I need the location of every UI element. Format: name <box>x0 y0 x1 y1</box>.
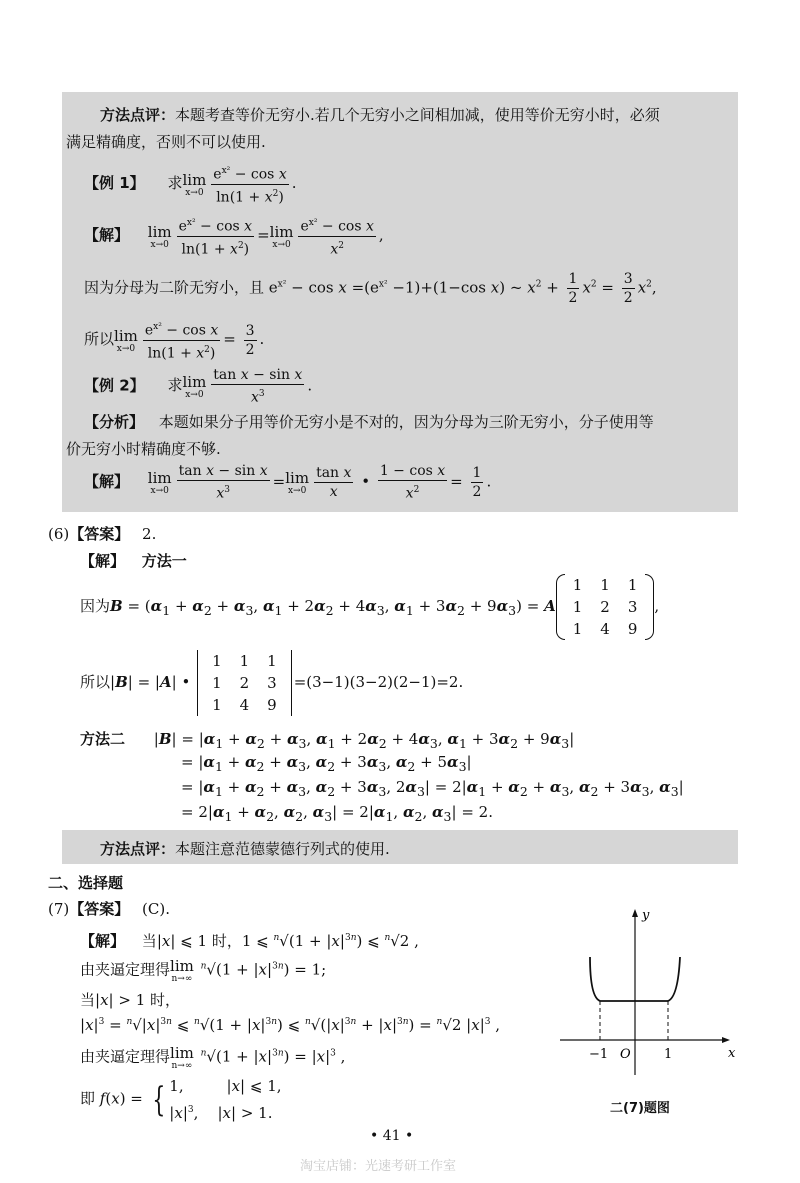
lim-operator: lim x→0 <box>285 468 310 496</box>
matrix <box>556 574 655 640</box>
so-line: 所以 lim x→0 $\frac{e^{x^2} - \cos x}{\ln(1 + x^2)}$ = $\frac{3}{2}$ . <box>84 318 264 362</box>
comment-line-1 <box>100 104 660 125</box>
matrix-cell: 1 <box>212 652 222 670</box>
so-text: 所以 <box>84 330 115 349</box>
fraction: $\frac{e^{x^2} - \cos x}{x^2}$ <box>298 214 375 258</box>
left-brace: { <box>151 1079 165 1120</box>
example-2-prefix: 求 <box>167 376 183 395</box>
q6-method2-line-4: = $2|\alpha_1 + \alpha_2$, $\alpha_2$, $\alpha_3| = 2|\alpha_1$, $\alpha_2$, $\alpha_3| = 2$. <box>181 803 493 824</box>
lim-operator: lim x→0 <box>182 170 207 198</box>
fraction: $\frac{e^{x^2} - \cos x}{\ln(1 + x^2)}$ <box>177 214 254 258</box>
fraction: $\frac{3}{2}$ <box>623 271 633 306</box>
q7-line-2: 由夹逼定理得 lim n→∞ $^n√(1 + |x|^{3n}) = 1$; <box>80 957 327 984</box>
fraction: $\frac{3}{2}$ <box>245 322 255 358</box>
analysis-label: 【分析】 <box>84 413 145 431</box>
matrix-cell: 1 <box>572 576 583 594</box>
y-label: y <box>642 908 650 923</box>
q6-method2-line-1: 方法二 $|B| = |\alpha_1 + \alpha_2 + \alpha_3$, $\alpha_1 + 2\alpha_2 + 4\alpha_3$, $\alpha_1 + 3\alpha_2 + 9\alpha_3|$ <box>80 730 575 751</box>
pos-one-label: 1 <box>664 1047 673 1062</box>
section-title: 二、选择题 <box>48 874 124 892</box>
when-text: 当 <box>141 932 157 950</box>
comment-text-2: 满足精确度，否则不可以使用. <box>66 133 266 151</box>
matrix-cell: 2 <box>239 674 250 692</box>
watermark: 淘宝店铺：光速考研工作室 <box>300 1159 457 1174</box>
analysis-text-2: 价无穷小时精确度不够. <box>66 440 221 458</box>
fraction: $\frac{\text{tan x − sin x}}{x^3}$ <box>213 367 303 406</box>
comment-text: 本题注意范德蒙德行列式的使用. <box>175 840 390 858</box>
matrix-row <box>564 618 647 640</box>
q7-line-3: 当|x| > 1 时， <box>80 991 181 1009</box>
matrix-cell: 9 <box>267 696 277 714</box>
when-mid: 时， <box>150 991 181 1009</box>
analysis-line-1 <box>84 411 654 432</box>
graph-caption: 二(7)题图 <box>610 1101 670 1116</box>
matrix-cell: 1 <box>572 598 583 616</box>
matrix-cell: 3 <box>627 598 638 616</box>
x-label: x <box>728 1046 736 1061</box>
matrix-cell: 9 <box>627 620 638 638</box>
solution-label: 【解】 <box>84 472 130 491</box>
example-1-solution: 【解】 lim x→0 $\frac{e^{x^2} - \cos x}{\ln(1 + x^2)}$ = lim x→0 $\frac{e^{x^2} - \cos x}{x^2}$ , <box>84 214 384 258</box>
matrix-cell: 1 <box>627 576 638 594</box>
q7-number: (7) <box>48 900 70 918</box>
q7-answer-line <box>48 898 170 919</box>
answer-value: (C). <box>142 900 170 918</box>
conclude-text: 即 <box>80 1089 96 1108</box>
y-axis-arrow <box>632 909 638 917</box>
q7-line-4: $|x|^3 = ^n√|x|^{3n}$ ⩽ $^n√(1 + |x|^{3n})$ ⩽ $^n√(|x|^{3n} + |x|^{3n}) = ^n√2$ $|x|^3$ , <box>80 1016 501 1034</box>
fraction: $\frac{e^{x^2} - \cos x}{\ln(1 + x^2)}$ <box>143 318 220 362</box>
answer-label: 【答案】 <box>69 525 130 543</box>
squeeze-text-2: 由夹逼定理得 <box>80 1047 171 1066</box>
lim-operator: lim x→0 <box>147 222 172 250</box>
matrix-row <box>564 596 647 618</box>
example-2-label: 【例 2】 <box>84 376 145 395</box>
method-two: 方法二 <box>80 730 126 748</box>
matrix-cell: 1 <box>267 652 277 670</box>
determinant-result: =(3−1)(3−2)(2−1)=2. <box>293 673 464 691</box>
matrix-cell: 3 <box>267 674 277 692</box>
q6-number: (6) <box>48 525 70 543</box>
lim-operator: lim n→∞ <box>170 1044 194 1071</box>
function-graph <box>560 905 750 1105</box>
fraction: $\frac{1}{2}$ <box>568 271 578 306</box>
fraction: $\frac{e^{x^2} - \cos x}{\ln(1 + x^2)}$ <box>211 162 288 206</box>
matrix-cell: 2 <box>600 598 610 616</box>
neg-one-label: −1 <box>589 1047 609 1062</box>
matrix-cell: 4 <box>239 696 250 714</box>
example-1-label: 【例 1】 <box>84 174 145 193</box>
analysis-line-2 <box>66 438 221 459</box>
lim-operator: lim x→0 <box>147 468 172 496</box>
lim-operator: lim x→0 <box>182 372 207 400</box>
q7-line-1: 【解】 当|x| ⩽ 1 时，1 ⩽ $^n√(1 + |x|^{3n})$ ⩽ $^n$√2 , <box>80 932 419 950</box>
fraction: $\frac{\text{1 − cos x}}{x^2}$ <box>379 463 446 502</box>
squeeze-text: 由夹逼定理得 <box>80 960 171 979</box>
determinant <box>195 650 294 716</box>
matrix-cell: 4 <box>600 620 610 638</box>
comment-line <box>100 838 390 859</box>
solution-label: 【解】 <box>80 552 126 570</box>
example-1: 【例 1】 求 lim x→0 $\frac{e^{x^2} - \cos x}{\ln(1 + x^2)}$ . <box>84 162 297 206</box>
page-number: • 41 • <box>370 1128 414 1144</box>
matrix-cell: 1 <box>212 696 222 714</box>
when-mid: 时， <box>211 932 242 950</box>
so-text: 所以 <box>80 673 111 691</box>
matrix-cell: 1 <box>600 576 610 594</box>
lim-operator: lim x→0 <box>269 222 294 250</box>
q6-answer-line <box>48 523 156 544</box>
because-text: 因为分母为二阶无穷小，且 <box>84 278 265 297</box>
q6-so-line: 所以|B| = |A| • 1 1 1 1 2 3 1 4 9 =(3−1)(3−2)(2−1)=2. <box>80 652 464 714</box>
example-2: 【例 2】 求 lim x→0 $\frac{\text{tan x − sin x}}{x^3}$ . <box>84 367 313 406</box>
because-text: 因为 <box>80 597 111 615</box>
solution-label: 【解】 <box>80 932 126 950</box>
matrix-cell: 1 <box>239 652 250 670</box>
fraction: $\frac{\text{tan x − sin x}}{x^3}$ <box>178 463 268 502</box>
solution-label: 【解】 <box>84 226 130 245</box>
origin-label: O <box>620 1047 631 1062</box>
q6-method2-line-3: = $|\alpha_1 + \alpha_2 + \alpha_3$, $\alpha_2 + 3\alpha_3$, $2\alpha_3| = 2|\alpha_1 + \alpha_2 + \alpha_3$, $\alpha_2 + 3\alpha_3$, $\alpha_3|$ <box>181 778 684 799</box>
example-2-solution: 【解】 lim x→0 $\frac{\text{tan x − sin x}}{x^3}$ = lim x→0 $\frac{\text{tan x}}{x}$ • $\frac{\text{1 − cos x}}{x^2}$ = $\frac{1}{2}$ . <box>84 463 492 502</box>
analysis-text-1: 本题如果分子用等价无穷小是不对的，因为分母为三阶无穷小，分子使用等 <box>158 413 654 431</box>
comment-label: 方法点评： <box>100 106 176 124</box>
q6-method2-line-2: = $|\alpha_1 + \alpha_2 + \alpha_3$, $\alpha_2 + 3\alpha_3$, $\alpha_2 + 5\alpha_3|$ <box>181 753 472 774</box>
matrix-row <box>203 672 286 694</box>
matrix-row <box>203 650 286 672</box>
matrix-row <box>564 574 647 596</box>
answer-label: 【答案】 <box>69 900 130 918</box>
method-one: 方法一 <box>141 552 187 570</box>
matrix-row <box>203 694 286 716</box>
comment-label: 方法点评： <box>100 840 176 858</box>
because-line: 因为分母为二阶无穷小，且 $e^{x^2} - \cos x =(e^{x^2} -1)+(1-\cos$ x) ~ $x^2$ + $\frac{1}{2}$ $x^2$ = $\frac{3}{2}$ $x^2$, <box>84 271 657 306</box>
q6-because-line: 因为$B = (\alpha_1 + \alpha_2 + \alpha_3$, $\alpha_1 + 2\alpha_2 + 4\alpha_3$, $\alpha_1 + 3\alpha_2 + 9\alpha_3) = A$ 1 1 1 1 2 3 1 4 9 , <box>80 576 660 638</box>
fraction: $\frac{\text{tan x}}{x}$ <box>316 464 352 500</box>
comment-text-1: 本题考查等价无穷小.若几个无穷小之间相加减，使用等价无穷小时，必须 <box>175 106 660 124</box>
fraction: $\frac{1}{2}$ <box>472 464 482 500</box>
q6-solution-heading <box>80 550 187 571</box>
lim-operator: lim x→0 <box>114 326 138 354</box>
q7-line-5: 由夹逼定理得 lim n→∞ $^n√(1 + |x|^{3n}) = |x|^3$ , <box>80 1044 346 1071</box>
q7-piecewise: 即 f(x) = { 1, |x| ⩽ 1, $|x|^3$, |x| > 1. <box>80 1077 282 1122</box>
lim-operator: lim n→∞ <box>170 957 194 984</box>
answer-value: 2. <box>142 525 157 543</box>
matrix-cell: 1 <box>572 620 583 638</box>
matrix-cell: 1 <box>212 674 222 692</box>
comment-line-2 <box>66 131 266 152</box>
x-axis-arrow <box>722 1037 730 1043</box>
example-1-prefix: 求 <box>167 174 183 193</box>
when-text: 当 <box>80 991 96 1009</box>
